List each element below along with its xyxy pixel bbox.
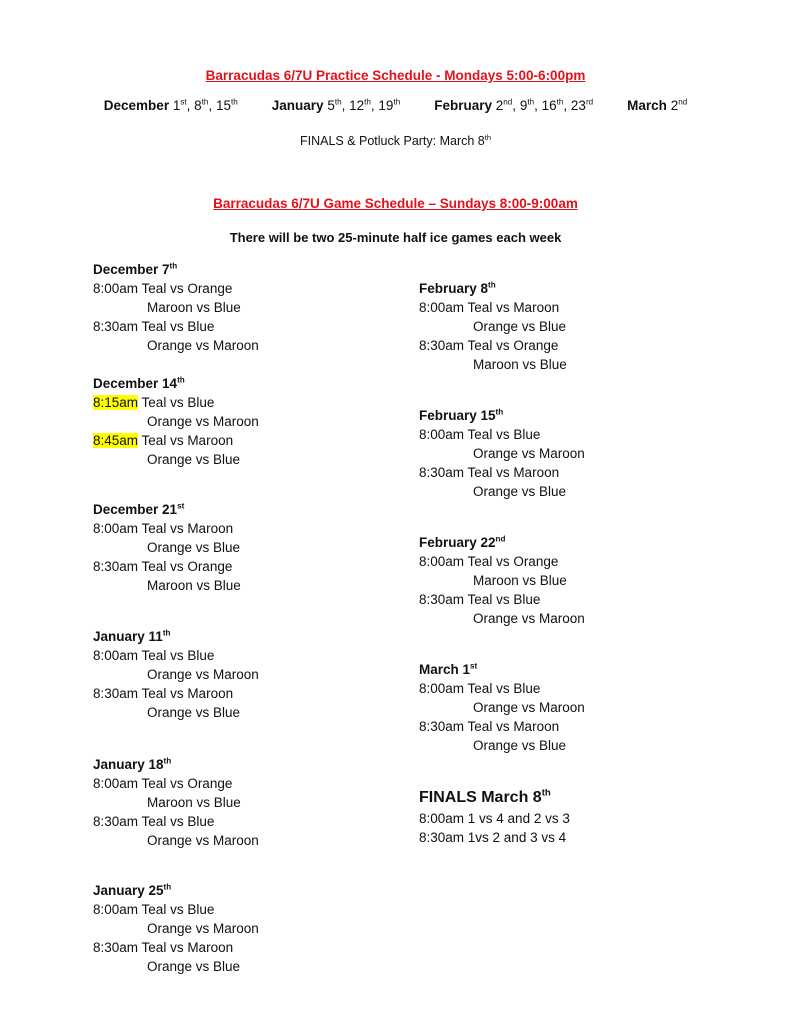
finals-game-2: 8:30am 1vs 2 and 3 vs 4 bbox=[419, 830, 567, 845]
week-date: February 15th bbox=[419, 407, 504, 423]
game-week bbox=[419, 406, 585, 501]
game-slot bbox=[419, 463, 585, 482]
game-matchup-2: Orange vs Maroon bbox=[147, 921, 259, 936]
game-matchup-2: Orange vs Maroon bbox=[473, 700, 585, 715]
game-schedule-subtitle: There will be two 25-minute half ice games each week bbox=[229, 230, 562, 245]
game-slot bbox=[419, 679, 585, 698]
game-time: 8:00am bbox=[93, 776, 139, 791]
week-date: December 14th bbox=[93, 375, 185, 391]
game-slot bbox=[93, 938, 259, 957]
game-week bbox=[93, 881, 259, 976]
game-matchup-1: Teal vs Orange bbox=[467, 338, 559, 353]
finals-game-1: 8:00am 1 vs 4 and 2 vs 3 bbox=[419, 811, 570, 826]
finals-potluck-text: FINALS & Potluck Party: March 8 bbox=[299, 134, 485, 148]
game-week bbox=[419, 279, 567, 374]
practice-schedule-title: Barracudas 6/7U Practice Schedule - Mondays 5:00-6:00pm bbox=[205, 68, 586, 83]
game-week bbox=[93, 755, 259, 850]
game-slot bbox=[419, 552, 585, 571]
game-matchup-2: Orange vs Maroon bbox=[473, 446, 585, 461]
practice-month-december: December 1st, 8th, 15th bbox=[103, 97, 238, 113]
game-slot bbox=[93, 812, 259, 831]
game-matchup-1: Teal vs Maroon bbox=[467, 465, 560, 480]
game-slot bbox=[93, 393, 259, 412]
game-time: 8:30am bbox=[93, 319, 139, 334]
practice-dates-row bbox=[0, 98, 791, 113]
game-matchup-2: Maroon vs Blue bbox=[147, 578, 241, 593]
game-time: 8:00am bbox=[93, 902, 139, 917]
week-date: January 25th bbox=[93, 882, 172, 898]
game-time: 8:30am bbox=[419, 465, 465, 480]
game-matchup-2: Orange vs Maroon bbox=[147, 833, 259, 848]
game-slot bbox=[93, 431, 259, 450]
game-slot bbox=[419, 298, 567, 317]
game-slot bbox=[93, 519, 241, 538]
game-matchup-2: Orange vs Maroon bbox=[147, 667, 259, 682]
game-matchup-1: Teal vs Blue bbox=[467, 427, 541, 442]
game-slot bbox=[419, 336, 567, 355]
game-matchup-1: Teal vs Blue bbox=[141, 902, 215, 917]
game-time: 8:00am bbox=[93, 521, 139, 536]
game-time: 8:30am bbox=[93, 814, 139, 829]
finals-title: FINALS March 8th bbox=[419, 787, 551, 806]
game-slot bbox=[419, 717, 585, 736]
game-slot bbox=[93, 557, 241, 576]
game-week bbox=[93, 260, 259, 355]
week-date: December 21st bbox=[93, 501, 185, 517]
practice-month-january: January 5th, 12th, 19th bbox=[271, 97, 401, 113]
game-time: 8:45am bbox=[93, 433, 139, 448]
game-matchup-2: Orange vs Maroon bbox=[147, 414, 259, 429]
game-week bbox=[419, 660, 585, 755]
game-slot bbox=[93, 317, 259, 336]
game-matchup-2: Maroon vs Blue bbox=[147, 795, 241, 810]
week-date: March 1st bbox=[419, 661, 478, 677]
game-matchup-1: Teal vs Maroon bbox=[141, 686, 234, 701]
game-matchup-1: Teal vs Blue bbox=[141, 648, 215, 663]
game-time: 8:30am bbox=[419, 338, 465, 353]
game-matchup-2: Maroon vs Blue bbox=[473, 357, 567, 372]
game-matchup-2: Maroon vs Blue bbox=[147, 300, 241, 315]
game-time: 8:30am bbox=[93, 559, 139, 574]
finals-potluck-note: FINALS & Potluck Party: March 8th bbox=[299, 132, 492, 148]
game-matchup-1: Teal vs Orange bbox=[141, 281, 233, 296]
game-matchup-1: Teal vs Maroon bbox=[467, 300, 560, 315]
game-time: 8:30am bbox=[419, 719, 465, 734]
game-week bbox=[93, 374, 259, 469]
game-slot bbox=[93, 900, 259, 919]
practice-month-march: March 2nd bbox=[627, 97, 688, 113]
game-matchup-1: Teal vs Blue bbox=[141, 395, 215, 410]
game-time: 8:00am bbox=[419, 554, 465, 569]
game-matchup-1: Teal vs Blue bbox=[141, 814, 215, 829]
game-matchup-1: Teal vs Maroon bbox=[141, 433, 234, 448]
game-time: 8:15am bbox=[93, 395, 139, 410]
game-week bbox=[419, 533, 585, 628]
game-slot bbox=[93, 774, 259, 793]
week-date: December 7th bbox=[93, 261, 178, 277]
game-time: 8:30am bbox=[93, 940, 139, 955]
week-date: January 11th bbox=[93, 628, 171, 644]
week-date: February 8th bbox=[419, 280, 496, 296]
game-matchup-2: Orange vs Blue bbox=[147, 452, 241, 467]
game-matchup-2: Orange vs Maroon bbox=[147, 338, 259, 353]
game-matchup-1: Teal vs Maroon bbox=[141, 521, 234, 536]
game-matchup-2: Orange vs Blue bbox=[473, 738, 567, 753]
game-matchup-2: Orange vs Blue bbox=[147, 959, 241, 974]
game-week bbox=[93, 500, 241, 595]
game-matchup-1: Teal vs Orange bbox=[141, 776, 233, 791]
game-matchup-2: Orange vs Blue bbox=[147, 540, 241, 555]
game-matchup-1: Teal vs Maroon bbox=[141, 940, 234, 955]
game-time: 8:00am bbox=[93, 281, 139, 296]
game-matchup-2: Maroon vs Blue bbox=[473, 573, 567, 588]
game-matchup-1: Teal vs Blue bbox=[467, 681, 541, 696]
game-matchup-1: Teal vs Orange bbox=[141, 559, 233, 574]
game-time: 8:00am bbox=[419, 300, 465, 315]
practice-month-february: February 2nd, 9th, 16th, 23rd bbox=[434, 97, 594, 113]
game-slot bbox=[93, 684, 259, 703]
game-matchup-2: Orange vs Blue bbox=[147, 705, 241, 720]
game-slot bbox=[419, 590, 585, 609]
finals-block bbox=[419, 787, 570, 847]
week-date: February 22nd bbox=[419, 534, 506, 550]
game-matchup-2: Orange vs Blue bbox=[473, 484, 567, 499]
game-matchup-2: Orange vs Maroon bbox=[473, 611, 585, 626]
game-matchup-1: Teal vs Maroon bbox=[467, 719, 560, 734]
week-date: January 18th bbox=[93, 756, 172, 772]
game-week bbox=[93, 627, 259, 722]
game-matchup-1: Teal vs Orange bbox=[467, 554, 559, 569]
game-time: 8:00am bbox=[93, 648, 139, 663]
game-slot bbox=[93, 646, 259, 665]
game-time: 8:00am bbox=[419, 427, 465, 442]
game-slot bbox=[93, 279, 259, 298]
game-matchup-2: Orange vs Blue bbox=[473, 319, 567, 334]
game-matchup-1: Teal vs Blue bbox=[467, 592, 541, 607]
game-matchup-1: Teal vs Blue bbox=[141, 319, 215, 334]
game-schedule-title: Barracudas 6/7U Game Schedule – Sundays 8:00-9:00am bbox=[213, 196, 578, 211]
game-slot bbox=[419, 425, 585, 444]
game-time: 8:30am bbox=[419, 592, 465, 607]
game-time: 8:00am bbox=[419, 681, 465, 696]
game-time: 8:30am bbox=[93, 686, 139, 701]
